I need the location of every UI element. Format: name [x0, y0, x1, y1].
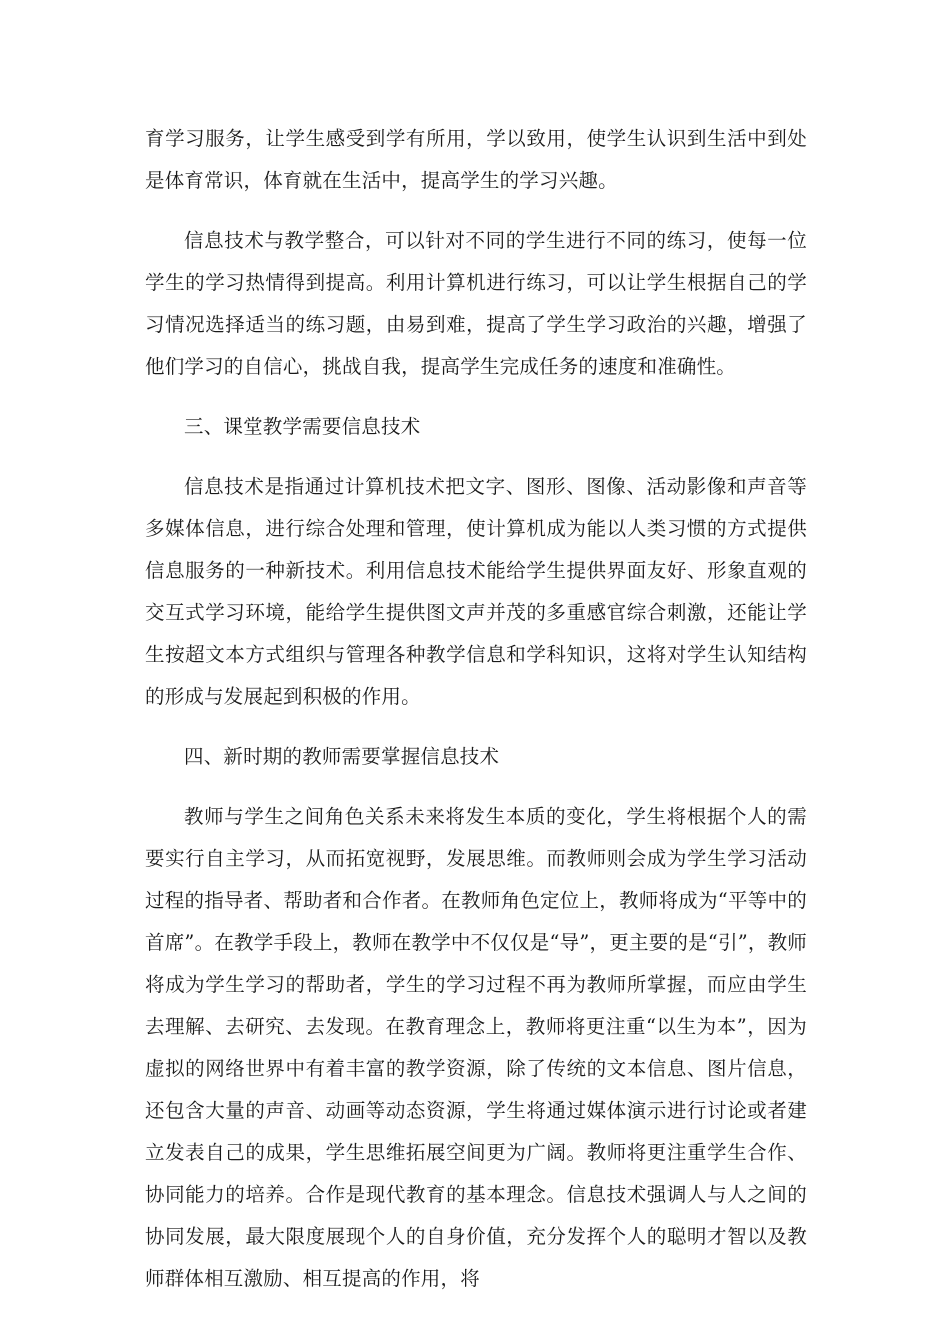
- document-page: [145, 118, 807, 1318]
- section-heading-3: 三、课堂教学需要信息技术: [184, 415, 421, 438]
- paragraph-integration-practice: 信息技术与教学整合，可以针对不同的学生进行不同的练习，使每一位学生的学习热情得到提高。利用计算机进行练习，可以让学生根据自己的学习情况选择适当的练习题，由易到难，提高了学生学习政治的兴趣，增强了他们学习的自信心，挑战自我，提高学生完成任务的速度和准确性。: [145, 229, 807, 378]
- paragraph-teacher-role: 教师与学生之间角色关系未来将发生本质的变化，学生将根据个人的需要实行自主学习，从而拓宽视野，发展思维。而教师则会成为学生学习活动过程的指导者、帮助者和合作者。在教师角色定位上，教师将成为“平等中的首席”。在教学手段上，教师在教学中不仅仅是“导”，更主要的是“引”，教师将成为学生学习的帮助者，学生的学习过程不再为教师所掌握，而应由学生去理解、去研究、去发现。在教育理念上，教师将更注重“以生为本”，因为虚拟的网络世界中有着丰富的教学资源，除了传统的文本信息、图片信息，还包含大量的声音、动画等动态资源，学生将通过媒体演示进行讨论或者建立发表自己的成果，学生思维拓展空间更为广阔。教师将更注重学生合作、协同能力的培养。合作是现代教育的基本理念。信息技术强调人与人之间的协同发展，最大限度展现个人的自身价值，充分发挥个人的聪明才智以及教师群体相互激励、相互提高的作用，将: [145, 805, 807, 1290]
- paragraph-info-tech-definition: 信息技术是指通过计算机技术把文字、图形、图像、活动影像和声音等多媒体信息，进行综合处理和管理，使计算机成为能以人类习惯的方式提供信息服务的一种新技术。利用信息技术能给学生提供界面友好、形象直观的交互式学习环境，能给学生提供图文声并茂的多重感官综合刺激，还能让学生按超文本方式组织与管理各种教学信息和学科知识，这将对学生认知结构的形成与发展起到积极的作用。: [145, 475, 807, 708]
- section-heading-4: 四、新时期的教师需要掌握信息技术: [184, 745, 500, 768]
- paragraph-continuation: 育学习服务，让学生感受到学有所用，学以致用，使学生认识到生活中到处是体育常识，体育就在生活中，提高学生的学习兴趣。: [145, 127, 807, 192]
